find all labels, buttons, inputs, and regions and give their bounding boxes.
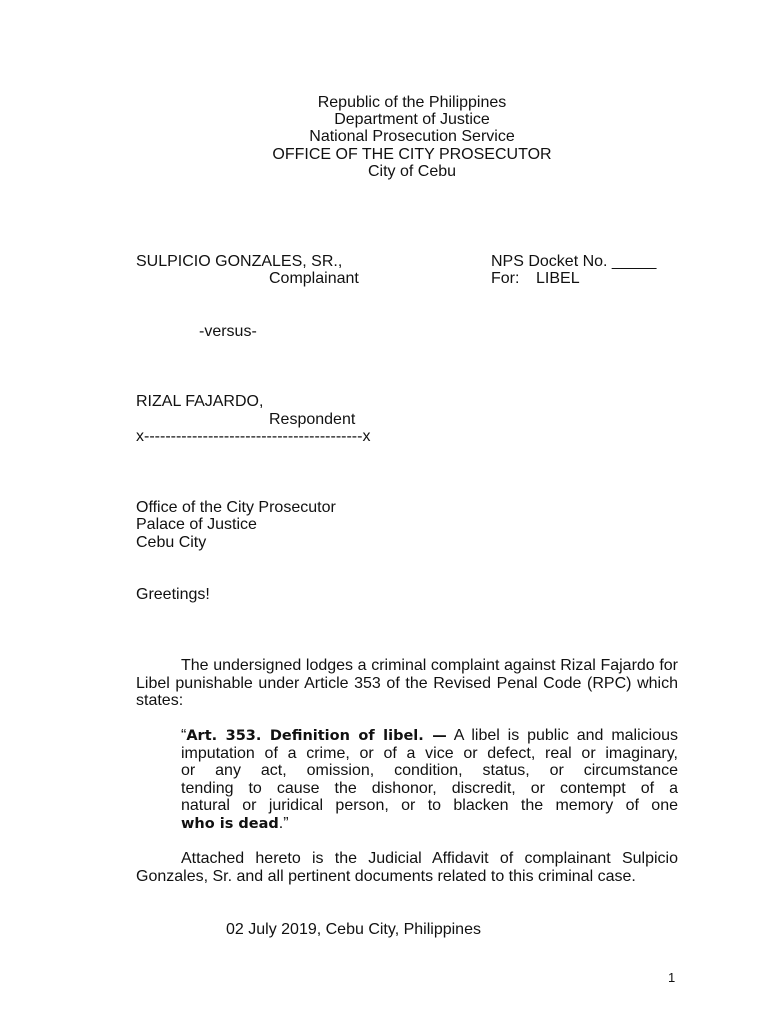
page-number: 1 bbox=[668, 970, 676, 985]
docket-number: NPS Docket No. _____ bbox=[491, 253, 657, 270]
complainant-name: SULPICIO GONZALES, SR., bbox=[136, 253, 343, 270]
complainant-role: Complainant bbox=[269, 270, 359, 287]
quote-close: .” bbox=[278, 814, 289, 832]
quote-line-5: natural or juridical person, or to blacken the memory of one bbox=[181, 797, 678, 814]
offense: LIBEL bbox=[536, 270, 580, 287]
respondent-name: RIZAL FAJARDO, bbox=[136, 393, 264, 410]
body-paragraph-2: Attached hereto is the Judicial Affidavit of complainant Sulpicio Gonzales, Sr. and all pertinent documents related to this criminal case. bbox=[136, 850, 678, 885]
body-paragraph-1: The undersigned lodges a criminal complaint against Rizal Fajardo for Libel punishable under Article 353 of the Revised Penal Code (RPC) which states: bbox=[136, 657, 678, 709]
greeting: Greetings! bbox=[136, 586, 210, 603]
for-label: For: bbox=[491, 270, 520, 287]
addressee-city: Cebu City bbox=[136, 534, 207, 551]
quote-bold-tail: who is dead bbox=[181, 815, 279, 832]
header-office: OFFICE OF THE CITY PROSECUTOR bbox=[272, 146, 552, 163]
quote-line-3: or any act, omission, condition, status, or circumstance bbox=[181, 762, 678, 779]
versus: -versus- bbox=[199, 323, 257, 340]
quote-open: “ bbox=[181, 727, 187, 744]
quote-article-heading: Art. 353. Definition of libel. — bbox=[186, 728, 447, 744]
quote-line-4: tending to cause the dishonor, discredit, or contempt of a bbox=[181, 779, 678, 797]
header-republic: Republic of the Philippines bbox=[317, 94, 507, 111]
addressee-office: Office of the City Prosecutor bbox=[136, 499, 336, 516]
addressee-palace: Palace of Justice bbox=[136, 516, 257, 533]
respondent-role: Respondent bbox=[269, 411, 356, 428]
header-prosecution-service: National Prosecution Service bbox=[309, 128, 515, 145]
date-place: 02 July 2019, Cebu City, Philippines bbox=[226, 921, 481, 938]
caption-divider: x-----------------------------------------x bbox=[136, 428, 371, 445]
quote-line-1 bbox=[181, 727, 678, 745]
header-city: City of Cebu bbox=[367, 163, 457, 180]
header-department: Department of Justice bbox=[334, 111, 490, 128]
quote-line-2: imputation of a crime, or of a vice or defect, real or imaginary, bbox=[181, 744, 678, 762]
quote-line-6 bbox=[181, 815, 678, 833]
article-quote bbox=[181, 727, 678, 832]
quote-line-1-text: A libel is public and malicious bbox=[446, 727, 679, 744]
